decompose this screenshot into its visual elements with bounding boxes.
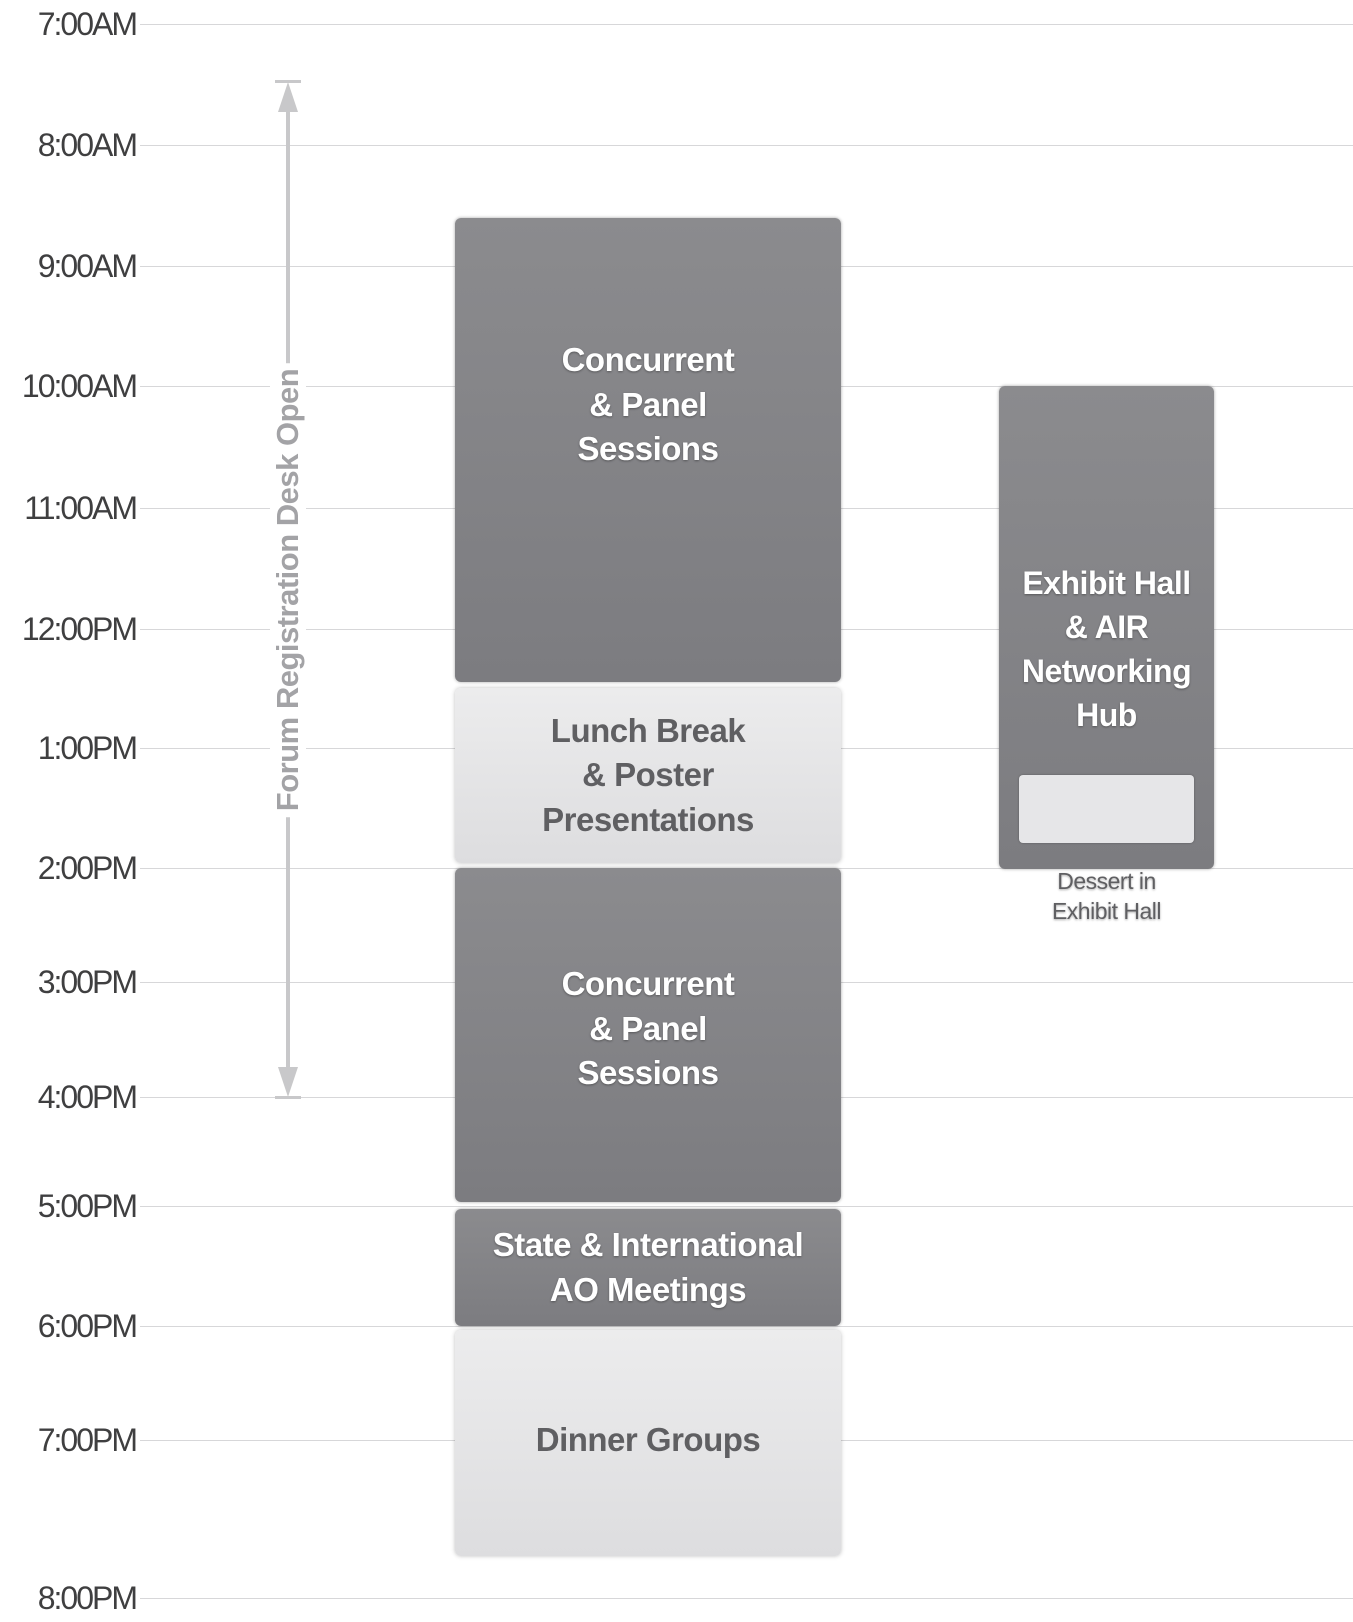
event-lunch-break: [455, 688, 841, 863]
time-label: 12:00PM: [21, 611, 136, 647]
time-label: 11:00AM: [24, 490, 136, 526]
time-label: 5:00PM: [37, 1188, 136, 1224]
grid-line: [140, 1326, 1353, 1327]
event-label: Dinner Groups: [535, 1420, 761, 1458]
time-label: 1:00PM: [37, 730, 136, 766]
event-label: Exhibit Hall & AIR Networking Hub: [1021, 565, 1192, 734]
time-label: 6:00PM: [37, 1308, 136, 1344]
grid-line: [140, 1598, 1353, 1599]
time-label: 9:00AM: [37, 248, 136, 284]
time-label: 7:00AM: [37, 6, 136, 42]
event-concurrent-sessions-morning: [455, 218, 841, 682]
registration-label: Forum Registration Desk Open: [270, 363, 306, 817]
arrow-down-icon: [278, 1067, 298, 1097]
event-label: State & International AO Meetings: [492, 1225, 804, 1308]
time-label: 3:00PM: [37, 964, 136, 1000]
grid-line: [140, 145, 1353, 146]
event-state-international-meetings: [455, 1209, 841, 1326]
grid-line: [140, 24, 1353, 25]
event-label: Concurrent & Panel Sessions: [561, 341, 735, 468]
time-label: 4:00PM: [37, 1079, 136, 1115]
grid-line: [140, 1206, 1353, 1207]
time-label: 2:00PM: [37, 850, 136, 886]
sub-event-label: Dessert in Exhibit Hall: [1051, 867, 1162, 924]
event-label: Lunch Break & Poster Presentations: [542, 711, 754, 838]
event-dessert-exhibit-hall: [1019, 775, 1194, 924]
time-label: 7:00PM: [37, 1422, 136, 1458]
time-label: 10:00AM: [21, 368, 136, 404]
time-label: 8:00PM: [37, 1580, 136, 1616]
event-label: Concurrent & Panel Sessions: [561, 965, 735, 1092]
event-concurrent-sessions-afternoon: [455, 868, 841, 1202]
event-exhibit-hall: [999, 386, 1214, 924]
registration-end-cap: [275, 1096, 301, 1099]
event-dinner-groups: [455, 1330, 841, 1556]
time-label: 8:00AM: [37, 127, 136, 163]
